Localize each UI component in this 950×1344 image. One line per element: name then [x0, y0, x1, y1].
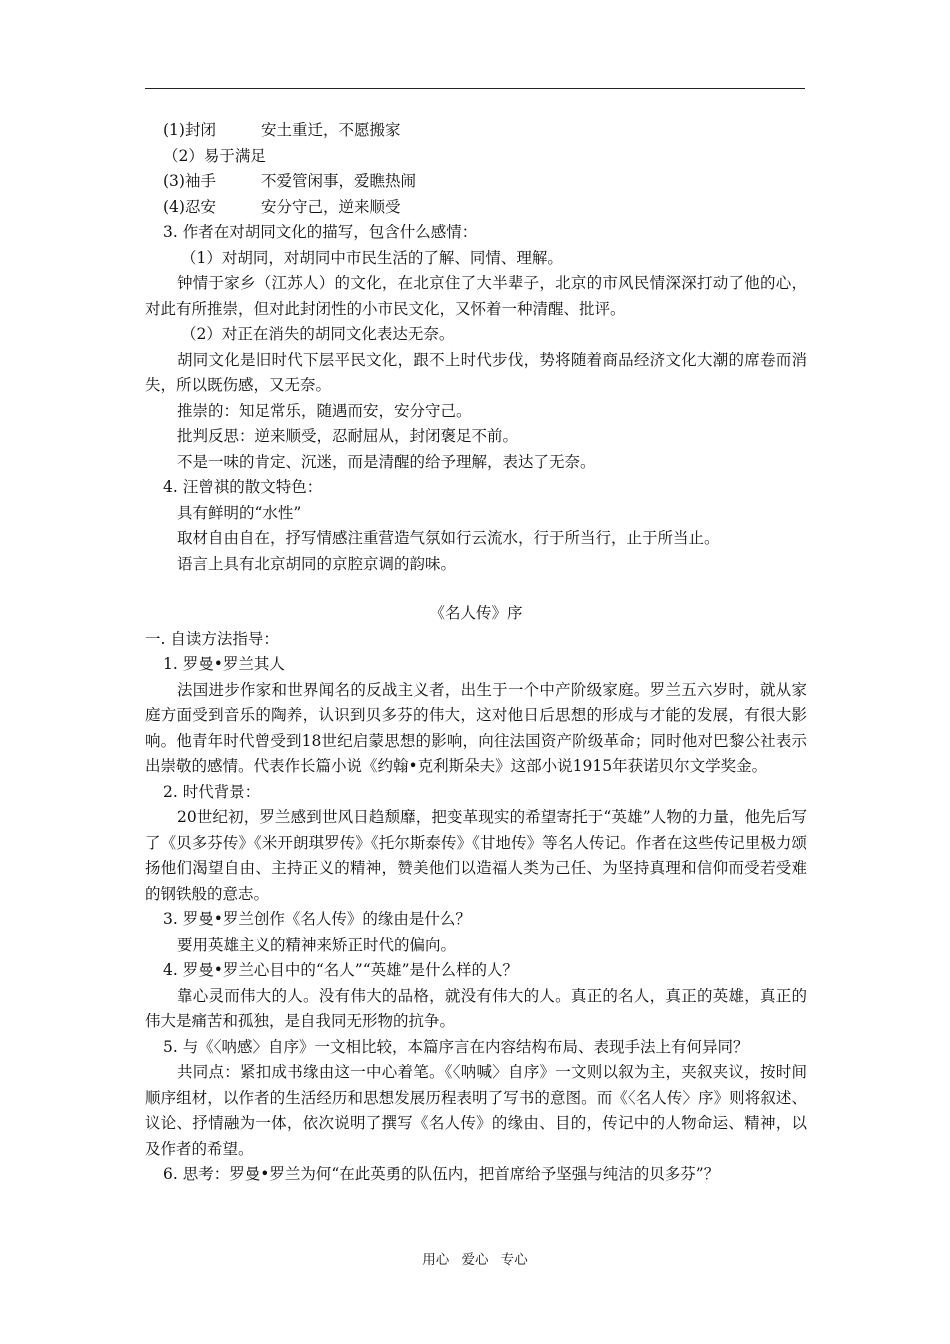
answer-line: 推崇的：知足常乐，随遇而安，安分守己。 [177, 401, 472, 420]
question-heading: 4. 汪曾祺的散文特色： [163, 478, 323, 496]
section-heading: 一. 自读方法指导： [145, 629, 279, 648]
question-heading: 3. 作者在对胡同文化的描写，包含什么感情： [163, 223, 478, 241]
page-footer: 用心 爱心 专心 [422, 1252, 528, 1268]
item-answer: 20世纪初，罗兰感到世风日趋颓靡，把变革现实的希望寄托于“英雄”人物的力量，他先后写了《贝多芬传》《米开朗琪罗传》《托尔斯泰传》《甘地传》等名人传记。作者在这些传记里极力颂扬他们渴望自由、主持正义的精神，赞美他们以造福人类为己任、为坚持真理和信仰而受若受难的钢铁般的意志。 [145, 808, 807, 903]
answer-line: 具有鲜明的“水性” [177, 503, 302, 522]
answer-line: 语言上具有北京胡同的京腔京调的韵味。 [177, 554, 457, 573]
item-answer: 靠心灵而伟大的人。没有伟大的品格，就没有伟大的人。真正的名人，真正的英雄，真正的伟大是痛苦和孤独，是自我同无形物的抗争。 [145, 986, 807, 1030]
paragraph: 胡同文化是旧时代下层平民文化，跟不上时代步伐，势将随着商品经济文化大潮的席卷而消失，所以既伤感，又无奈。 [145, 350, 807, 394]
item-question: 4. 罗曼•罗兰心目中的“名人”“英雄”是什么样的人？ [163, 961, 519, 979]
section-title: 《名人传》序 [429, 604, 523, 622]
subpoint-heading: （2）对正在消失的胡同文化表达无奈。 [181, 325, 455, 343]
trait-row [145, 144, 807, 170]
trait-row [145, 195, 807, 221]
paragraph: 钟情于家乡（江苏人）的文化，在北京住了大半辈子，北京的市风民情深深打动了他的心，对此有所推崇，但对此封闭性的小市民文化，又怀着一种清醒、批评。 [145, 274, 807, 318]
trait-desc: 不爱管闲事，爱瞧热闹 [261, 172, 417, 190]
trait-name: (1)封闭 [163, 121, 216, 139]
trait-row [145, 169, 807, 195]
trait-desc: 安分守己，逆来顺受 [261, 197, 401, 216]
item-answer: 共同点：紧扣成书缘由这一中心着笔。《〈呐喊〉自序》一文则以叙为主，夹叙夹议，按时间顺序组材，以作者的生活经历和思想发展历程表明了写书的意图。而《〈名人传〉序》则将叙述、议论、抒情融为一体，依次说明了撰写《名人传》的缘由、目的，传记中的人物命运、精神，以及作者的希望。 [145, 1063, 807, 1158]
header-rule [145, 88, 805, 89]
item-question: 5. 与《〈呐感〉自序》一文相比较，本篇序言在内容结构布局、表现手法上有何异同？ [163, 1037, 749, 1056]
trait-name: (4)忍安 [163, 197, 216, 216]
answer-line: 取材自由自在，抒写情感注重营造气氛如行云流水，行于所当行，止于所当止。 [177, 529, 720, 547]
document-body [145, 118, 807, 1188]
item-answer: 法国进步作家和世界闻名的反战主义者，出生于一个中产阶级家庭。罗兰五六岁时，就从家庭方面受到音乐的陶养，认识到贝多芬的伟大，这对他日后思想的形成与才能的发展，有很大影响。他青年时代曾受到18世纪启蒙思想的影响，向往法国资产阶级革命；同时他对巴黎公社表示出崇敬的感情。代表作长篇小说《约翰•克利斯朵夫》这部小说1915年获诺贝尔文学奖金。 [145, 680, 807, 775]
answer-line: 不是一味的肯定、沉迷，而是清醒的给予理解，表达了无奈。 [177, 452, 596, 471]
trait-row [145, 118, 807, 144]
answer-line: 批判反思：逆来顺受，忍耐屈从，封闭褒足不前。 [177, 427, 519, 445]
subpoint-heading: （1）对胡同，对胡同中市民生活的了解、同情、理解。 [181, 248, 563, 267]
item-question: 3. 罗曼•罗兰创作《名人传》的缘由是什么？ [163, 910, 471, 928]
item-question: 6. 思考：罗曼•罗兰为何“在此英勇的队伍内，把首席给予坚强与纯洁的贝多芬”？ [163, 1165, 720, 1183]
trait-name: (3)袖手 [163, 172, 216, 190]
trait-name: （2）易于满足 [163, 146, 266, 165]
item-answer: 要用英雄主义的精神来矫正时代的偏向。 [177, 935, 457, 954]
trait-desc: 安土重迁，不愿搬家 [261, 121, 401, 139]
item-question: 1. 罗曼•罗兰其人 [163, 655, 285, 673]
item-question: 2. 时代背景： [163, 782, 261, 801]
